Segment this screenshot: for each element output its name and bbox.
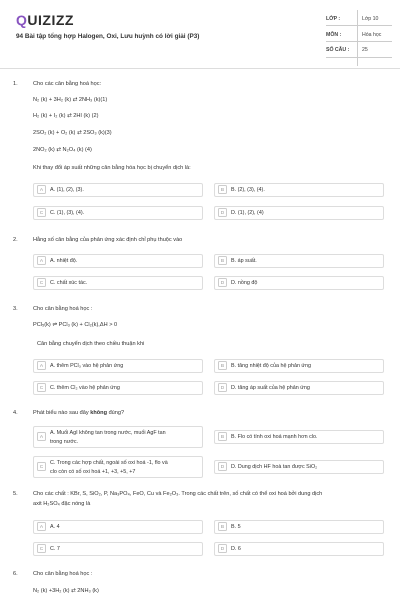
option-letter: D (218, 383, 227, 392)
grade-label: LỚP : (326, 16, 341, 22)
question-number: 6. (13, 571, 18, 577)
option-text: A. 4 (50, 524, 60, 530)
option-text: C. (1), (3), (4). (50, 210, 85, 216)
meta-row-line (326, 57, 392, 58)
question-prompt: Khi thay đổi áp suất những cân bằng hóa học bị chuyển dịch là: (33, 165, 191, 171)
option-letter: D (218, 544, 227, 553)
option-letter: A (37, 361, 46, 370)
option-letter: D (218, 462, 227, 471)
grade-value: Lớp 10 (362, 16, 379, 22)
option-text: clo còn có số oxi hoá +1, +3, +5, +7 (50, 469, 136, 475)
meta-row-line (326, 41, 392, 42)
option-letter: D (218, 278, 227, 287)
question-number: 1. (13, 81, 18, 87)
option-text: A. nhiệt độ. (50, 258, 78, 264)
option-text: D. (1), (2), (4) (231, 210, 264, 216)
option-letter: C (37, 208, 46, 217)
equation: N₂ (k) +3H₂ (k) ⇄ 2NH₃ (k) (33, 588, 99, 594)
question-count-label: SỐ CÂU : (326, 47, 350, 53)
option-text: D. nồng độ (231, 280, 258, 286)
option-text: D. tăng áp suất của hệ phản ứng (231, 385, 310, 391)
subject-label: MÔN : (326, 32, 342, 38)
option-text: A. Muối AgI không tan trong nước, muối AgF tan (50, 430, 166, 436)
header (0, 0, 400, 66)
equation: N₂ (k) + 3H₂ (k) ⇄ 2NH₃ (k)(1) (33, 97, 108, 103)
option-text: C. Trong các hợp chất, ngoài số oxi hoá -1, flo và (50, 460, 168, 466)
question-text: Cho cân bằng hoá học : (33, 306, 93, 312)
option-letter: B (218, 185, 227, 194)
option-text: A. (1), (2), (3). (50, 187, 84, 193)
option-letter: C (37, 462, 46, 471)
option-letter: A (37, 185, 46, 194)
option-text: B. Flo có tính oxi hoá mạnh hơn clo. (231, 434, 318, 440)
question-number: 4. (13, 410, 18, 416)
option-letter: D (218, 208, 227, 217)
option-letter: C (37, 544, 46, 553)
option-text: A. thêm PCl₃ vào hệ phản ứng (50, 363, 124, 369)
question-text: Cho các cân bằng hoá học: (33, 81, 102, 87)
option-letter: A (37, 256, 46, 265)
worksheet-title: 94 Bài tập tổng hợp Halogen, Oxi, Lưu huỳnh có lời giải (P3) (16, 33, 200, 40)
option-text: trong nước. (50, 439, 79, 445)
option-text: C. 7 (50, 546, 60, 552)
option-letter: B (218, 361, 227, 370)
option-text: D. Dung dịch HF hoà tan được SiO₂ (231, 464, 318, 470)
option-text: B. 5 (231, 524, 241, 530)
option-letter: C (37, 383, 46, 392)
question-number: 3. (13, 306, 18, 312)
option-text: C. chất xúc tác. (50, 280, 88, 286)
option-letter: A (37, 432, 46, 441)
option-letter: B (218, 432, 227, 441)
question-text: Cho cân bằng hoá học : (33, 571, 93, 577)
subject-value: Hóa học (362, 32, 382, 38)
option-letter: A (37, 522, 46, 531)
header-divider (0, 68, 400, 69)
equation: 2NO₂ (k) ⇄ N₂O₄ (k) (4) (33, 147, 92, 153)
option-text: D. 6 (231, 546, 241, 552)
question-prompt: Cân bằng chuyển dịch theo chiều thuận khi (37, 341, 145, 347)
option-text: B. áp suất. (231, 258, 257, 264)
option-letter: B (218, 256, 227, 265)
option-text: B. tăng nhiệt độ của hệ phản ứng (231, 363, 312, 369)
equation: PCl₅(k) ⇌ PCl₃ (k) + Cl₂(k),ΔH > 0 (33, 322, 118, 328)
equation: H₂ (k) + I₂ (k) ⇄ 2HI (k) (2) (33, 113, 99, 119)
option-letter: B (218, 522, 227, 531)
question-text: Cho các chất : KBr, S, SiO₂, P, Na₃PO₄, FeO, Cu và Fe₂O₃. Trong các chất trên, số chất có thể oxi hoá bởi dung dịch (33, 491, 323, 497)
question-number: 2. (13, 237, 18, 243)
option-letter: C (37, 278, 46, 287)
meta-row-line (326, 25, 392, 26)
option-text: B. (2), (3), (4). (231, 187, 265, 193)
question-text: Hằng số cân bằng của phản ứng xác định chỉ phụ thuộc vào (33, 237, 183, 243)
equation: 2SO₂ (k) + O₂ (k) ⇄ 2SO₃ (k)(3) (33, 130, 112, 136)
question-text: Phát biểu nào sau đây không đúng? (33, 410, 125, 416)
question-number: 5. (13, 491, 18, 497)
quizizz-logo: QUIZIZZ (16, 12, 74, 28)
option-text: C. thêm Cl₂ vào hệ phản ứng (50, 385, 120, 391)
question-count-value: 25 (362, 47, 368, 53)
question-text: axit H₂SO₄ đặc nóng là (33, 501, 91, 507)
